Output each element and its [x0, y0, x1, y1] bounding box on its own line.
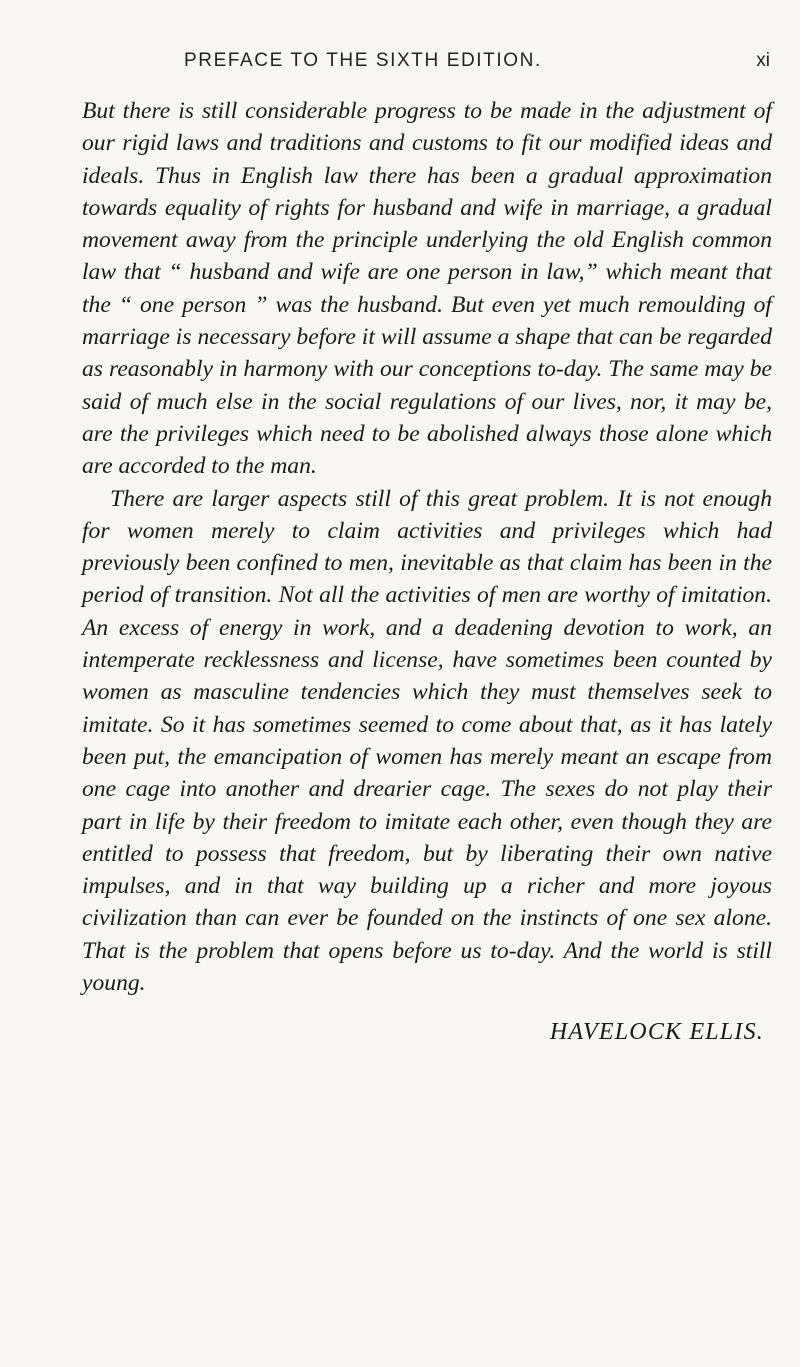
running-title: PREFACE TO THE SIXTH EDITION. [184, 50, 542, 71]
running-head [82, 40, 772, 80]
author-signature: HAVELOCK ELLIS. [549, 1019, 764, 1046]
book-page [82, 40, 772, 1046]
page-number: xi [756, 50, 770, 71]
paragraph-1: But there is still considerable progress to be made in the adjustment of our rigid laws and traditions and customs to fit our modified ideas and ideals. Thus in English law there has been a gradual approximation towards equality of rights for husband and wife in marriage, a gradual movement away from the principle underlying the old English common law that “ husband and wife are one person in law,” which meant that the “ one person ” was the husband. But even yet much remoulding of marriage is necessary before it will assume a shape that can be regarded as reasonably in harmony with our conceptions to-day. The same may be said of much else in the social regulations of our lives, nor, it may be, are the privileges which need to be abolished always those alone which are accorded to the man. [82, 98, 772, 480]
preface-body [82, 95, 772, 999]
paragraph-2: There are larger aspects still of this great problem. It is not enough for women merely to claim activities and privileges which had previously been confined to men, inevitable as that claim has been in the period of transition. Not all the activities of men are worthy of imitation. An excess of energy in work, and a deadening devotion to work, an intemperate recklessness and license, have sometimes been counted by women as masculine tendencies which they must themselves seek to imitate. So it has sometimes seemed to come about that, as it has lately been put, the emancipation of women has merely meant an escape from one cage into another and drearier cage. The sexes do not play their part in life by their freedom to imitate each other, even though they are entitled to possess that freedom, but by liberating their own native impulses, and in that way building up a richer and more joyous civilization than can ever be founded on the instincts of one sex alone. That is the problem that opens before us to-day. And the world is still young. [82, 485, 772, 997]
